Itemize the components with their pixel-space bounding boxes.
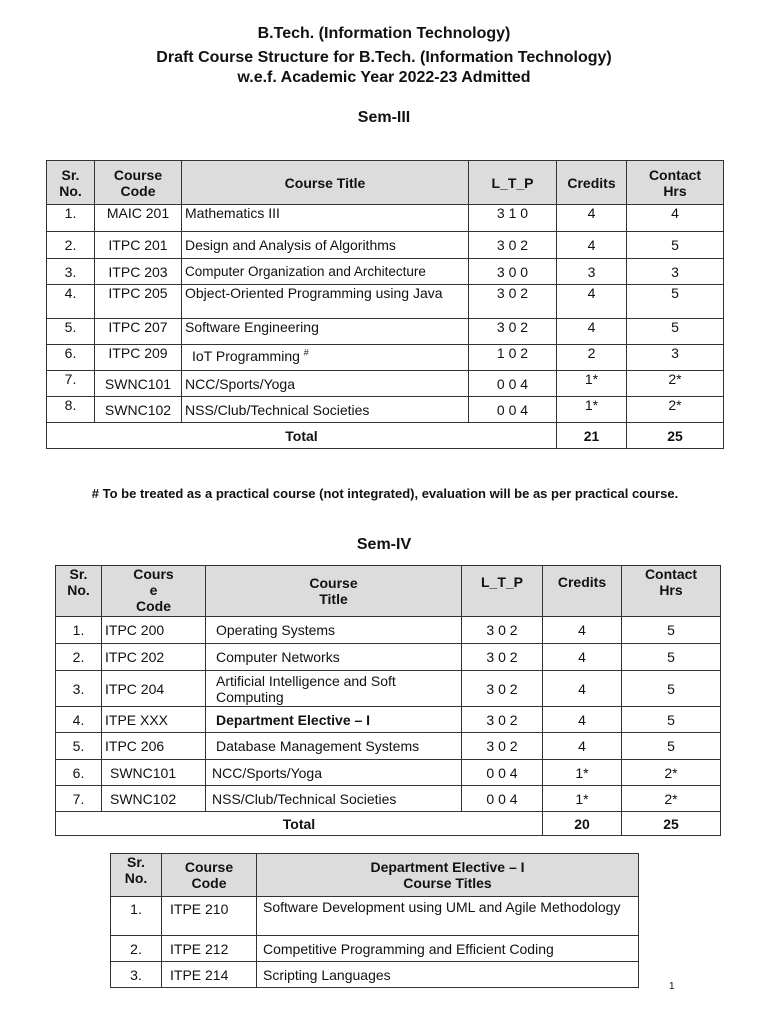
credits-cell: 4 [543,707,622,733]
hrs-cell: 5 [627,319,724,345]
sr-cell: 3. [47,259,95,285]
ltp-cell: 0 0 4 [469,397,557,423]
code-cell: ITPC 202 [102,644,206,671]
hrs-cell: 4 [627,205,724,232]
table-row [111,962,639,988]
code-cell: ITPE XXX [102,707,206,733]
title-cell: Computer Networks [206,644,462,671]
title-cell: Scripting Languages [257,962,639,988]
credits-cell: 1* [557,371,627,397]
col-header-ltp: L_T_P [469,161,557,205]
code-cell: ITPC 209 [95,345,182,371]
sr-cell: 7. [56,786,102,812]
hrs-cell: 2* [622,786,721,812]
title-cell: NSS/Club/Technical Societies [206,786,462,812]
ltp-cell: 3 0 2 [462,707,543,733]
sr-cell: 5. [56,733,102,760]
sr-cell: 2. [111,936,162,962]
credits-cell: 4 [557,232,627,259]
title-cell: Computer Organization and Architecture [182,259,469,285]
title-cell: Software Engineering [182,319,469,345]
table-row [47,345,724,371]
title-cell: Design and Analysis of Algorithms [182,232,469,259]
title-line: Course [309,575,358,591]
col-header-sr: Sr. No. [111,854,162,897]
col-header-title [206,566,462,617]
total-label: Total [47,423,557,449]
code-cell: MAIC 201 [95,205,182,232]
ltp-cell: 0 0 4 [462,760,543,786]
code-cell: ITPE 214 [162,962,257,988]
sr-cell: 6. [56,760,102,786]
ltp-cell: 3 0 2 [462,644,543,671]
col-header-code [102,566,206,617]
table-row [56,760,721,786]
title-cell: Object-Oriented Programming using Java [182,285,469,319]
sr-cell: 7. [47,371,95,397]
page-number: 1 [669,981,675,992]
title-cell: Software Development using UML and Agile Methodology [257,897,639,936]
sem3-heading: Sem-III [357,109,411,126]
code-cell: SWNC102 [95,397,182,423]
table-row [56,671,721,707]
ltp-cell: 0 0 4 [469,371,557,397]
hrs-cell: 5 [622,617,721,644]
code-cell: ITPC 205 [95,285,182,319]
title-cell [182,345,469,371]
col-header-credits: Credits [557,161,627,205]
credits-cell: 4 [557,319,627,345]
col-header-ltp: L_T_P [462,566,543,617]
total-hrs: 25 [622,812,721,836]
practical-course-note: # To be treated as a practical course (not integrated), evaluation will be as per practical course. [91,486,679,501]
table-row [111,936,639,962]
col-header-hrs: Contact Hrs [627,161,724,205]
program-title: B.Tech. (Information Technology) [257,25,511,42]
col-header-hrs: Contact Hrs [622,566,721,617]
title-line: Title [319,591,348,607]
credits-cell: 2 [557,345,627,371]
credits-cell: 1* [543,786,622,812]
sr-cell: 1. [47,205,95,232]
code-cell: ITPC 207 [95,319,182,345]
code-cell: ITPC 200 [102,617,206,644]
credits-cell: 4 [557,205,627,232]
code-cell: SWNC101 [102,760,206,786]
col-header-sr: Sr. No. [47,161,95,205]
credits-cell: 4 [543,671,622,707]
document-title: Draft Course Structure for B.Tech. (Information Technology) [156,49,612,66]
sr-cell: 2. [56,644,102,671]
code-cell: ITPE 210 [162,897,257,936]
ltp-cell: 3 0 2 [462,671,543,707]
sr-cell: 3. [111,962,162,988]
credits-cell: 4 [557,285,627,319]
table-row [56,617,721,644]
code-line: e [149,582,158,598]
credits-cell: 4 [543,644,622,671]
hrs-cell: 5 [622,671,721,707]
title-cell: Competitive Programming and Efficient Coding [257,936,639,962]
ltp-cell: 3 0 2 [469,232,557,259]
sr-cell: 4. [47,285,95,319]
table-row [47,319,724,345]
table-row [47,285,724,319]
title-cell: NCC/Sports/Yoga [182,371,469,397]
credits-cell: 4 [543,617,622,644]
ltp-cell: 1 0 2 [469,345,557,371]
credits-cell: 4 [543,733,622,760]
title-line: Department Elective – I [370,859,525,875]
sem3-table [46,160,724,449]
table-row [47,259,724,285]
sem4-heading: Sem-IV [356,536,412,553]
credits-cell: 1* [543,760,622,786]
hrs-cell: 2* [627,371,724,397]
title-cell: Operating Systems [206,617,462,644]
table-row [56,733,721,760]
total-credits: 21 [557,423,627,449]
hrs-cell: 3 [627,345,724,371]
sr-cell: 4. [56,707,102,733]
elective-table [110,853,639,988]
credits-cell: 3 [557,259,627,285]
hrs-cell: 3 [627,259,724,285]
code-cell: ITPE 212 [162,936,257,962]
code-cell: ITPC 204 [102,671,206,707]
table-row [47,232,724,259]
hrs-cell: 5 [627,232,724,259]
table-row [47,397,724,423]
hrs-cell: 5 [622,733,721,760]
academic-year-title: w.e.f. Academic Year 2022-23 Admitted [237,69,531,86]
ltp-cell: 0 0 4 [462,786,543,812]
ltp-cell: 3 0 2 [462,617,543,644]
col-header-credits: Credits [543,566,622,617]
sr-cell: 1. [56,617,102,644]
ltp-cell: 3 0 2 [469,285,557,319]
table-row [56,707,721,733]
sr-cell: 2. [47,232,95,259]
table-row [47,371,724,397]
sr-cell: 5. [47,319,95,345]
col-header-sr: Sr. No. [56,566,102,617]
code-cell: ITPC 206 [102,733,206,760]
title-text: IoT Programming [192,348,300,364]
total-credits: 20 [543,812,622,836]
total-row [47,423,724,449]
ltp-cell: 3 0 2 [462,733,543,760]
ltp-cell: 3 0 0 [469,259,557,285]
hrs-cell: 5 [622,707,721,733]
code-cell: ITPC 203 [95,259,182,285]
hrs-cell: 5 [627,285,724,319]
table-row [56,786,721,812]
hrs-cell: 2* [622,760,721,786]
code-cell: SWNC101 [95,371,182,397]
title-cell: Artificial Intelligence and Soft Computing [206,671,462,707]
practical-mark: # [303,347,309,358]
col-header-code: Course Code [162,854,257,897]
total-label: Total [56,812,543,836]
title-line: Course Titles [403,875,492,891]
hrs-cell: 2* [627,397,724,423]
ltp-cell: 3 1 0 [469,205,557,232]
title-cell: NSS/Club/Technical Societies [182,397,469,423]
code-cell: SWNC102 [102,786,206,812]
code-line: Cours [133,566,174,582]
sr-cell: 6. [47,345,95,371]
hrs-cell: 5 [622,644,721,671]
table-row [111,897,639,936]
total-hrs: 25 [627,423,724,449]
col-header-code: Course Code [95,161,182,205]
code-line: Code [136,598,171,614]
total-row [56,812,721,836]
sr-cell: 8. [47,397,95,423]
title-cell: Department Elective – I [206,707,462,733]
title-cell: NCC/Sports/Yoga [206,760,462,786]
ltp-cell: 3 0 2 [469,319,557,345]
col-header-title [257,854,639,897]
col-header-title: Course Title [182,161,469,205]
title-cell: Mathematics III [182,205,469,232]
credits-cell: 1* [557,397,627,423]
sr-cell: 1. [111,897,162,936]
table-row [56,644,721,671]
code-cell: ITPC 201 [95,232,182,259]
sr-cell: 3. [56,671,102,707]
table-row [47,205,724,232]
sem4-table [55,565,721,836]
title-cell: Database Management Systems [206,733,462,760]
